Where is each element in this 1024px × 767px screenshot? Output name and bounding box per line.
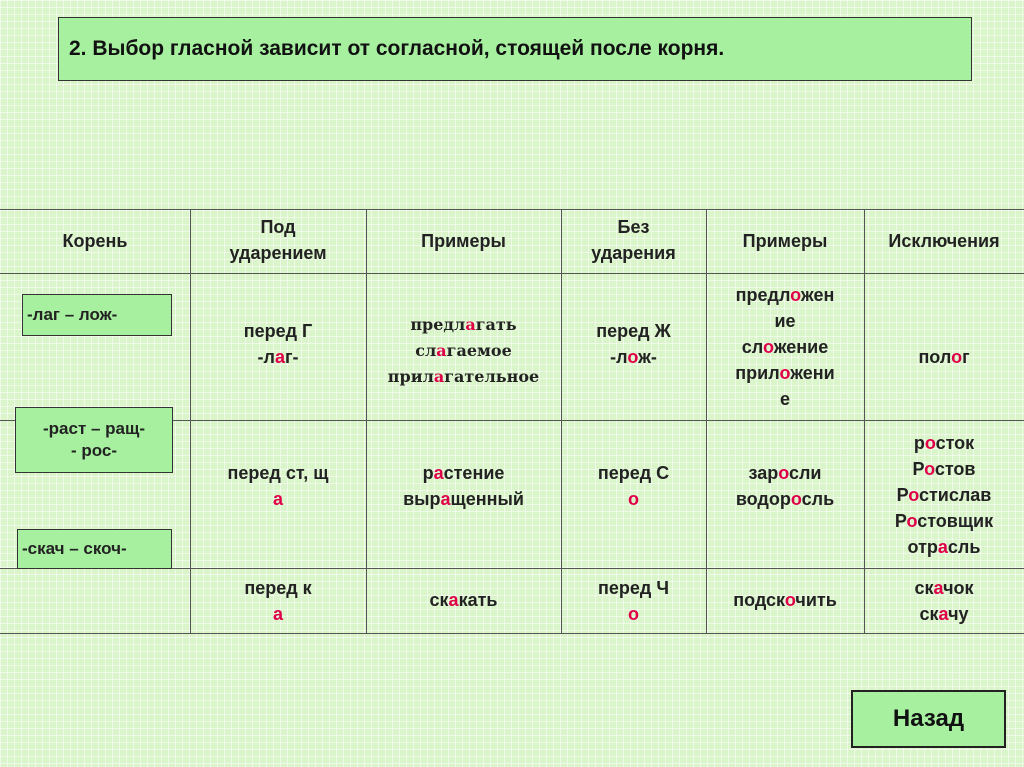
cell-text: р — [913, 433, 925, 453]
cell-text: Без — [617, 217, 650, 237]
cell-line — [749, 460, 822, 486]
cell-text: Под — [260, 217, 296, 237]
cell-line — [596, 318, 671, 344]
cell-text: жение — [773, 337, 829, 357]
cell-line — [618, 214, 650, 240]
table-vline — [561, 209, 562, 634]
cell-text: Р — [912, 459, 925, 479]
highlighted-vowel: о — [790, 285, 801, 305]
cell-text: гаемое — [446, 341, 512, 360]
highlighted-vowel: о — [627, 347, 639, 367]
cell-line — [430, 587, 498, 613]
highlighted-vowel: о — [924, 433, 936, 453]
cell-line — [918, 344, 969, 370]
cell-text: стение — [443, 463, 505, 483]
cell-line — [780, 386, 790, 412]
highlighted-vowel: а — [274, 347, 285, 367]
cell-line — [628, 486, 639, 512]
cell-text: г — [962, 347, 970, 367]
cell-line — [743, 228, 828, 254]
cell-text: предл — [735, 285, 791, 305]
highlighted-vowel: о — [951, 347, 963, 367]
highlighted-vowel: а — [272, 489, 283, 509]
table-cell-unstressed-examples — [706, 460, 864, 512]
highlighted-vowel: а — [433, 367, 445, 386]
cell-line — [258, 344, 299, 370]
highlighted-vowel: о — [906, 511, 918, 531]
highlighted-vowel: о — [762, 337, 774, 357]
table-cell-exceptions — [864, 575, 1024, 627]
table-header-cell — [0, 228, 190, 254]
table-line-bottom — [0, 633, 1024, 634]
cell-text: ск — [429, 590, 449, 610]
cell-text: -л — [610, 347, 628, 367]
cell-line — [913, 456, 976, 482]
table-vline — [706, 209, 707, 634]
cell-text: перед Ж — [596, 321, 671, 341]
cell-line — [421, 228, 506, 254]
highlighted-vowel: о — [628, 604, 639, 624]
cell-text: прил — [387, 367, 434, 386]
cell-text: стовщик — [917, 511, 994, 531]
table-cell-exceptions — [864, 430, 1024, 560]
cell-line — [273, 486, 283, 512]
cell-text: Примеры — [742, 231, 828, 251]
root-box-lag — [22, 294, 172, 336]
cell-text: ударения — [591, 243, 676, 263]
cell-text: ск — [919, 604, 939, 624]
cell-text: кать — [458, 590, 498, 610]
table-cell-exceptions — [864, 344, 1024, 370]
highlighted-vowel: о — [924, 459, 935, 479]
cell-text: Р — [894, 511, 907, 531]
cell-line — [610, 344, 657, 370]
cell-text: жени — [790, 363, 835, 383]
cell-line — [888, 228, 999, 254]
cell-text: перед к — [244, 578, 312, 598]
cell-text: подск — [733, 590, 785, 610]
highlighted-vowel: о — [628, 489, 639, 509]
cell-text: чить — [795, 590, 837, 610]
back-button-label: Назад — [892, 705, 965, 732]
cell-line — [423, 460, 505, 486]
cell-text: Р — [896, 485, 909, 505]
cell-line — [914, 430, 974, 456]
cell-line — [229, 240, 326, 266]
table-cell-unstressed — [561, 460, 706, 512]
cell-line — [735, 360, 834, 386]
cell-line — [736, 282, 835, 308]
table-header-cell — [366, 228, 561, 254]
highlighted-vowel: а — [440, 489, 451, 509]
root-line: - рос- — [70, 441, 118, 460]
cell-text: сл — [415, 341, 437, 360]
cell-text: Исключения — [888, 231, 1000, 251]
highlighted-vowel: о — [784, 590, 796, 610]
cell-text: гательное — [444, 367, 540, 386]
highlighted-vowel: а — [933, 578, 944, 598]
table-vline — [864, 209, 865, 634]
cell-text: -л — [257, 347, 275, 367]
cell-line — [273, 601, 283, 627]
table-header-cell — [864, 228, 1024, 254]
cell-line — [403, 486, 524, 512]
cell-text: чок — [943, 578, 974, 598]
root-box-skach — [17, 529, 172, 569]
cell-text: Корень — [62, 231, 128, 251]
cell-line — [908, 534, 981, 560]
cell-text: зар — [748, 463, 779, 483]
cell-text: Примеры — [421, 231, 506, 251]
cell-text: прил — [735, 363, 780, 383]
table-cell-unstressed — [561, 318, 706, 370]
cell-text: ск — [914, 578, 934, 598]
highlighted-vowel: а — [938, 604, 949, 624]
table-cell-stressed — [190, 318, 366, 370]
cell-text: водор — [735, 489, 791, 509]
cell-text: перед Ч — [598, 578, 669, 598]
cell-text: чу — [948, 604, 969, 624]
table-cell-unstressed-examples — [706, 282, 864, 412]
root-line: -раст – ращ- — [42, 419, 146, 438]
back-button[interactable] — [851, 690, 1006, 748]
highlighted-vowel: о — [778, 463, 789, 483]
cell-text: сль — [947, 537, 981, 557]
table-header-cell — [190, 214, 366, 266]
root-line: -лаг – лож- — [27, 305, 118, 324]
cell-line — [244, 575, 311, 601]
table-cell-stressed-examples — [366, 460, 561, 512]
cell-text: отр — [907, 537, 938, 557]
cell-line — [388, 364, 539, 390]
highlighted-vowel: а — [272, 604, 283, 624]
slide-title — [58, 17, 972, 81]
highlighted-vowel: о — [779, 363, 791, 383]
cell-text: стов — [934, 459, 976, 479]
highlighted-vowel: о — [908, 485, 919, 505]
cell-text: сли — [788, 463, 822, 483]
cell-text: гать — [475, 315, 517, 334]
cell-line — [415, 338, 512, 364]
table-header-cell — [706, 228, 864, 254]
highlighted-vowel: а — [448, 590, 459, 610]
cell-line — [628, 601, 639, 627]
table-line-header — [0, 273, 1024, 274]
table-vline — [366, 209, 367, 634]
highlighted-vowel: а — [937, 537, 948, 557]
table-cell-unstressed-examples — [706, 587, 864, 613]
cell-text: выр — [403, 489, 441, 509]
table-header-cell — [561, 214, 706, 266]
cell-line — [228, 460, 329, 486]
cell-line — [591, 240, 675, 266]
cell-line — [260, 214, 295, 240]
table-vline — [190, 209, 191, 634]
cell-text: пол — [918, 347, 952, 367]
highlighted-vowel: а — [433, 463, 444, 483]
cell-text: ударением — [229, 243, 327, 263]
cell-line — [598, 460, 669, 486]
cell-text: р — [422, 463, 434, 483]
table-line-top — [0, 209, 1024, 210]
cell-text: е — [779, 389, 790, 409]
table-cell-stressed-examples — [366, 312, 561, 390]
slide-title-text: 2. Выбор гласной зависит от согласной, стоящей после корня. — [69, 37, 725, 60]
cell-text: перед С — [597, 463, 670, 483]
cell-text: ж- — [638, 347, 657, 367]
cell-line — [736, 486, 834, 512]
cell-line — [410, 312, 516, 338]
cell-text: сль — [801, 489, 835, 509]
cell-text: ие — [774, 311, 796, 331]
cell-line — [742, 334, 828, 360]
cell-line — [733, 587, 837, 613]
cell-text: перед Г — [243, 321, 313, 341]
cell-text: перед ст, щ — [227, 463, 329, 483]
table-cell-stressed — [190, 460, 366, 512]
cell-line — [774, 308, 795, 334]
cell-line — [919, 601, 968, 627]
cell-line — [598, 575, 669, 601]
cell-text: стислав — [918, 485, 992, 505]
cell-text: предл — [410, 315, 466, 334]
cell-text: сл — [741, 337, 763, 357]
root-box-rast — [15, 407, 173, 473]
cell-line — [914, 575, 973, 601]
cell-line — [897, 482, 992, 508]
table-cell-unstressed — [561, 575, 706, 627]
cell-text: щенный — [450, 489, 524, 509]
cell-line — [63, 228, 128, 254]
table-cell-stressed-examples — [366, 587, 561, 613]
highlighted-vowel: о — [790, 489, 802, 509]
cell-line — [244, 318, 313, 344]
cell-text: сток — [935, 433, 975, 453]
table-cell-stressed — [190, 575, 366, 627]
cell-text: г- — [284, 347, 299, 367]
highlighted-vowel: а — [465, 315, 476, 334]
highlighted-vowel: а — [436, 341, 447, 360]
cell-line — [895, 508, 993, 534]
root-line: -скач – скоч- — [22, 539, 127, 558]
cell-text: жен — [800, 285, 835, 305]
